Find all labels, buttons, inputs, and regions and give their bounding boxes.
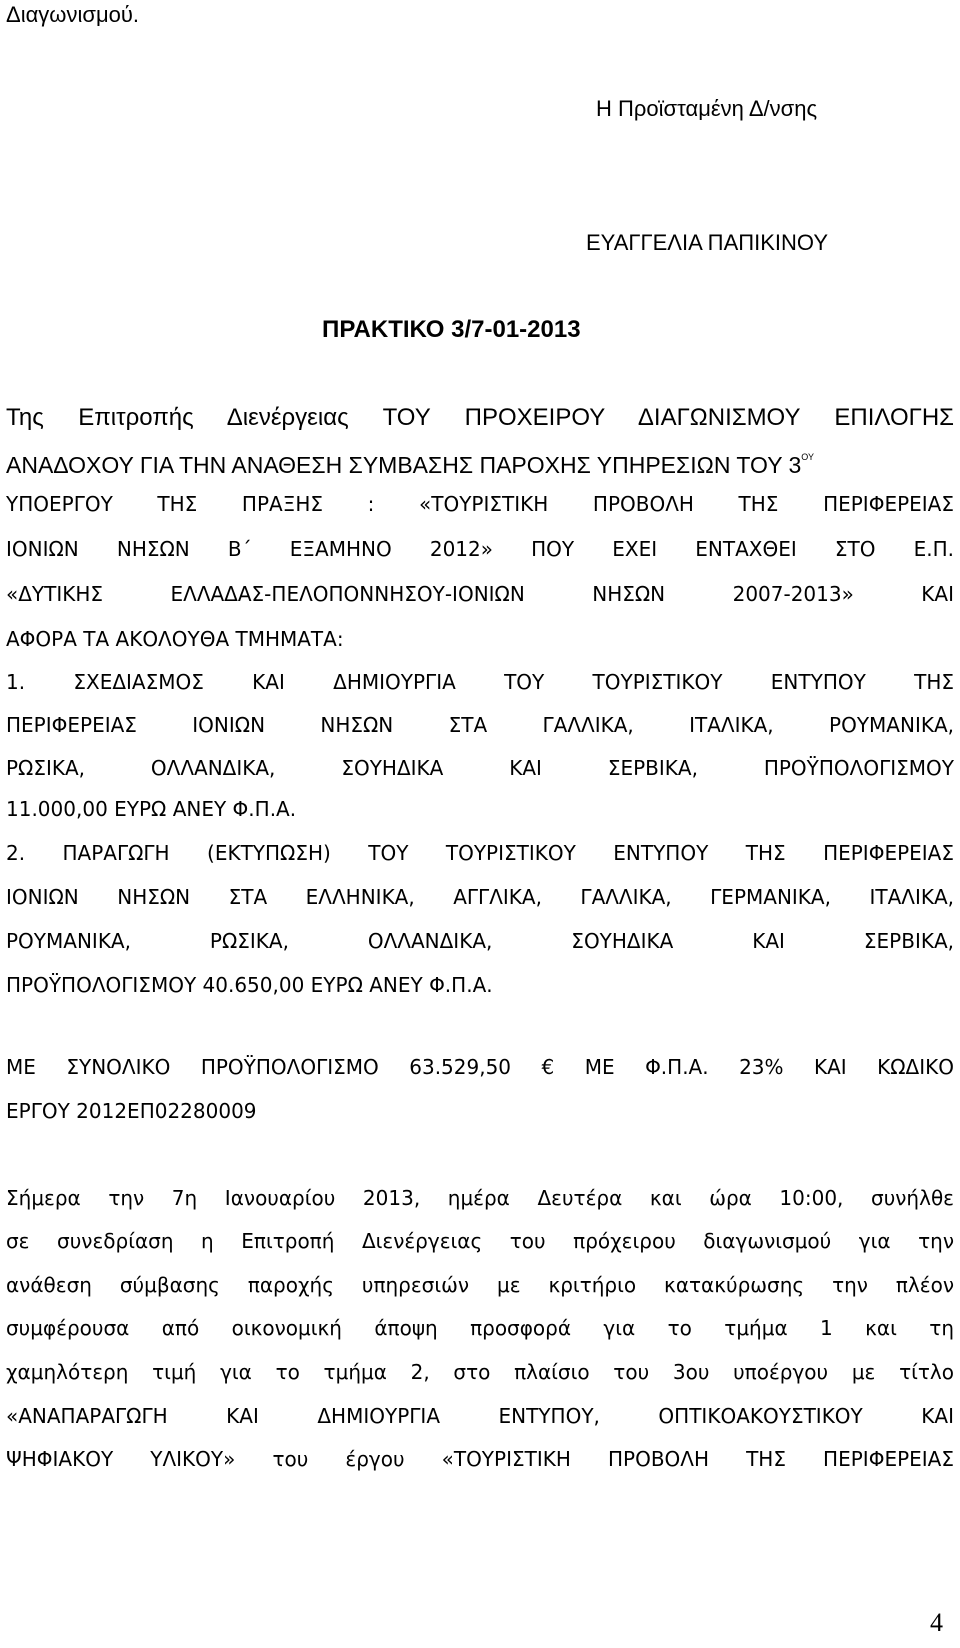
total-line-1: ΜΕ ΣΥΝΟΛΙΚΟ ΠΡΟΫΠΟΛΟΓΙΣΜΟ 63.529,50 € ΜΕ Φ.Π.Α. 23% ΚΑΙ ΚΩΔΙΚΟ <box>6 1055 954 1079</box>
body-line-2: ΙΟΝΙΩΝ ΝΗΣΩΝ Β΄ ΕΞΑΜΗΝΟ 2012» ΠΟΥ ΕΧΕΙ ΕΝΤΑΧΘΕΙ ΣΤΟ Ε.Π. <box>6 537 954 561</box>
ordinal-superscript: ΟΥ <box>801 452 815 463</box>
page-number: 4 <box>930 1608 943 1637</box>
para-line-4: συμφέρουσα από οικονομική άποψη προσφορά για το τμήμα 1 και τη <box>6 1316 954 1340</box>
document-title: ΠΡΑΚΤΙΚΟ 3/7-01-2013 <box>322 316 581 343</box>
para-line-7: ΨΗΦΙΑΚΟΥ ΥΛΙΚΟΥ» του έργου «ΤΟΥΡΙΣΤΙΚΗ ΠΡΟΒΟΛΗ ΤΗΣ ΠΕΡΙΦΕΡΕΙΑΣ <box>6 1447 954 1471</box>
item1-line-1: 1. ΣΧΕΔΙΑΣΜΟΣ ΚΑΙ ΔΗΜΙΟΥΡΓΙΑ ΤΟΥ ΤΟΥΡΙΣΤΙΚΟΥ ΕΝΤΥΠΟΥ ΤΗΣ <box>6 670 954 694</box>
item2-line-3: ΡΟΥΜΑΝΙΚΑ, ΡΩΣΙΚΑ, ΟΛΛΑΝΔΙΚΑ, ΣΟΥΗΔΙΚΑ ΚΑΙ ΣΕΡΒΙΚΑ, <box>6 929 954 953</box>
para-line-2: σε συνεδρίαση η Επιτροπή Διενέργειας του πρόχειρου διαγωνισμού για την <box>6 1229 954 1253</box>
item1-line-3: ΡΩΣΙΚΑ, ΟΛΛΑΝΔΙΚΑ, ΣΟΥΗΔΙΚΑ ΚΑΙ ΣΕΡΒΙΚΑ, ΠΡΟΫΠΟΛΟΓΙΣΜΟΥ <box>6 756 954 780</box>
header-line-2-text: ΑΝΑΔΟΧΟΥ ΓΙΑ ΤΗΝ ΑΝΑΘΕΣΗ ΣΥΜΒΑΣΗΣ ΠΑΡΟΧΗΣ ΥΠΗΡΕΣΙΩΝ ΤΟΥ 3 <box>6 452 802 478</box>
para-line-6: «ΑΝΑΠΑΡΑΓΩΓΗ ΚΑΙ ΔΗΜΙΟΥΡΓΙΑ ΕΝΤΥΠΟΥ, ΟΠΤΙΚΟΑΚΟΥΣΤΙΚΟΥ ΚΑΙ <box>6 1404 954 1428</box>
para-line-1: Σήμερα την 7η Ιανουαρίου 2013, ημέρα Δευτέρα και ώρα 10:00, συνήλθε <box>6 1186 954 1210</box>
top-fragment: Διαγωνισμού. <box>6 2 139 27</box>
body-line-1: ΥΠΟΕΡΓΟΥ ΤΗΣ ΠΡΑΞΗΣ : «ΤΟΥΡΙΣΤΙΚΗ ΠΡΟΒΟΛΗ ΤΗΣ ΠΕΡΙΦΕΡΕΙΑΣ <box>6 492 954 516</box>
item2-line-4: ΠΡΟΫΠΟΛΟΓΙΣΜΟΥ 40.650,00 ΕΥΡΩ ΑΝΕΥ Φ.Π.Α. <box>6 973 493 997</box>
signature-role: Η Προϊσταμένη Δ/νσης <box>596 96 818 121</box>
body-line-4: ΑΦΟΡΑ ΤΑ ΑΚΟΛΟΥΘΑ ΤΜΗΜΑΤΑ: <box>6 627 344 651</box>
body-line-3: «ΔΥΤΙΚΗΣ ΕΛΛΑΔΑΣ-ΠΕΛΟΠΟΝΝΗΣΟΥ-ΙΟΝΙΩΝ ΝΗΣΩΝ 2007-2013» ΚΑΙ <box>6 582 954 606</box>
item2-line-1: 2. ΠΑΡΑΓΩΓΗ (ΕΚΤΥΠΩΣΗ) ΤΟΥ ΤΟΥΡΙΣΤΙΚΟΥ ΕΝΤΥΠΟΥ ΤΗΣ ΠΕΡΙΦΕΡΕΙΑΣ <box>6 841 954 865</box>
item1-line-4: 11.000,00 ΕΥΡΩ ΑΝΕΥ Φ.Π.Α. <box>6 797 297 821</box>
header-line-2 <box>6 452 814 479</box>
total-line-2: ΕΡΓΟΥ 2012ΕΠ02280009 <box>6 1099 257 1123</box>
para-line-5: χαμηλότερη τιμή για το τμήμα 2, στο πλαίσιο του 3ου υποέργου με τίτλο <box>6 1360 954 1384</box>
item1-line-2: ΠΕΡΙΦΕΡΕΙΑΣ ΙΟΝΙΩΝ ΝΗΣΩΝ ΣΤΑ ΓΑΛΛΙΚΑ, ΙΤΑΛΙΚΑ, ΡΟΥΜΑΝΙΚΑ, <box>6 713 954 737</box>
header-line-1: Της Επιτροπής Διενέργειας ΤΟΥ ΠΡΟΧΕΙΡΟΥ ΔΙΑΓΩΝΙΣΜΟΥ ΕΠΙΛΟΓΗΣ <box>6 404 954 431</box>
para-line-3: ανάθεση σύμβασης παροχής υπηρεσιών με κριτήριο κατακύρωσης την πλέον <box>6 1273 954 1297</box>
item2-line-2: ΙΟΝΙΩΝ ΝΗΣΩΝ ΣΤΑ ΕΛΛΗΝΙΚΑ, ΑΓΓΛΙΚΑ, ΓΑΛΛΙΚΑ, ΓΕΡΜΑΝΙΚΑ, ΙΤΑΛΙΚΑ, <box>6 885 954 909</box>
signature-name: ΕΥΑΓΓΕΛΙΑ ΠΑΠΙΚΙΝΟΥ <box>586 230 828 255</box>
